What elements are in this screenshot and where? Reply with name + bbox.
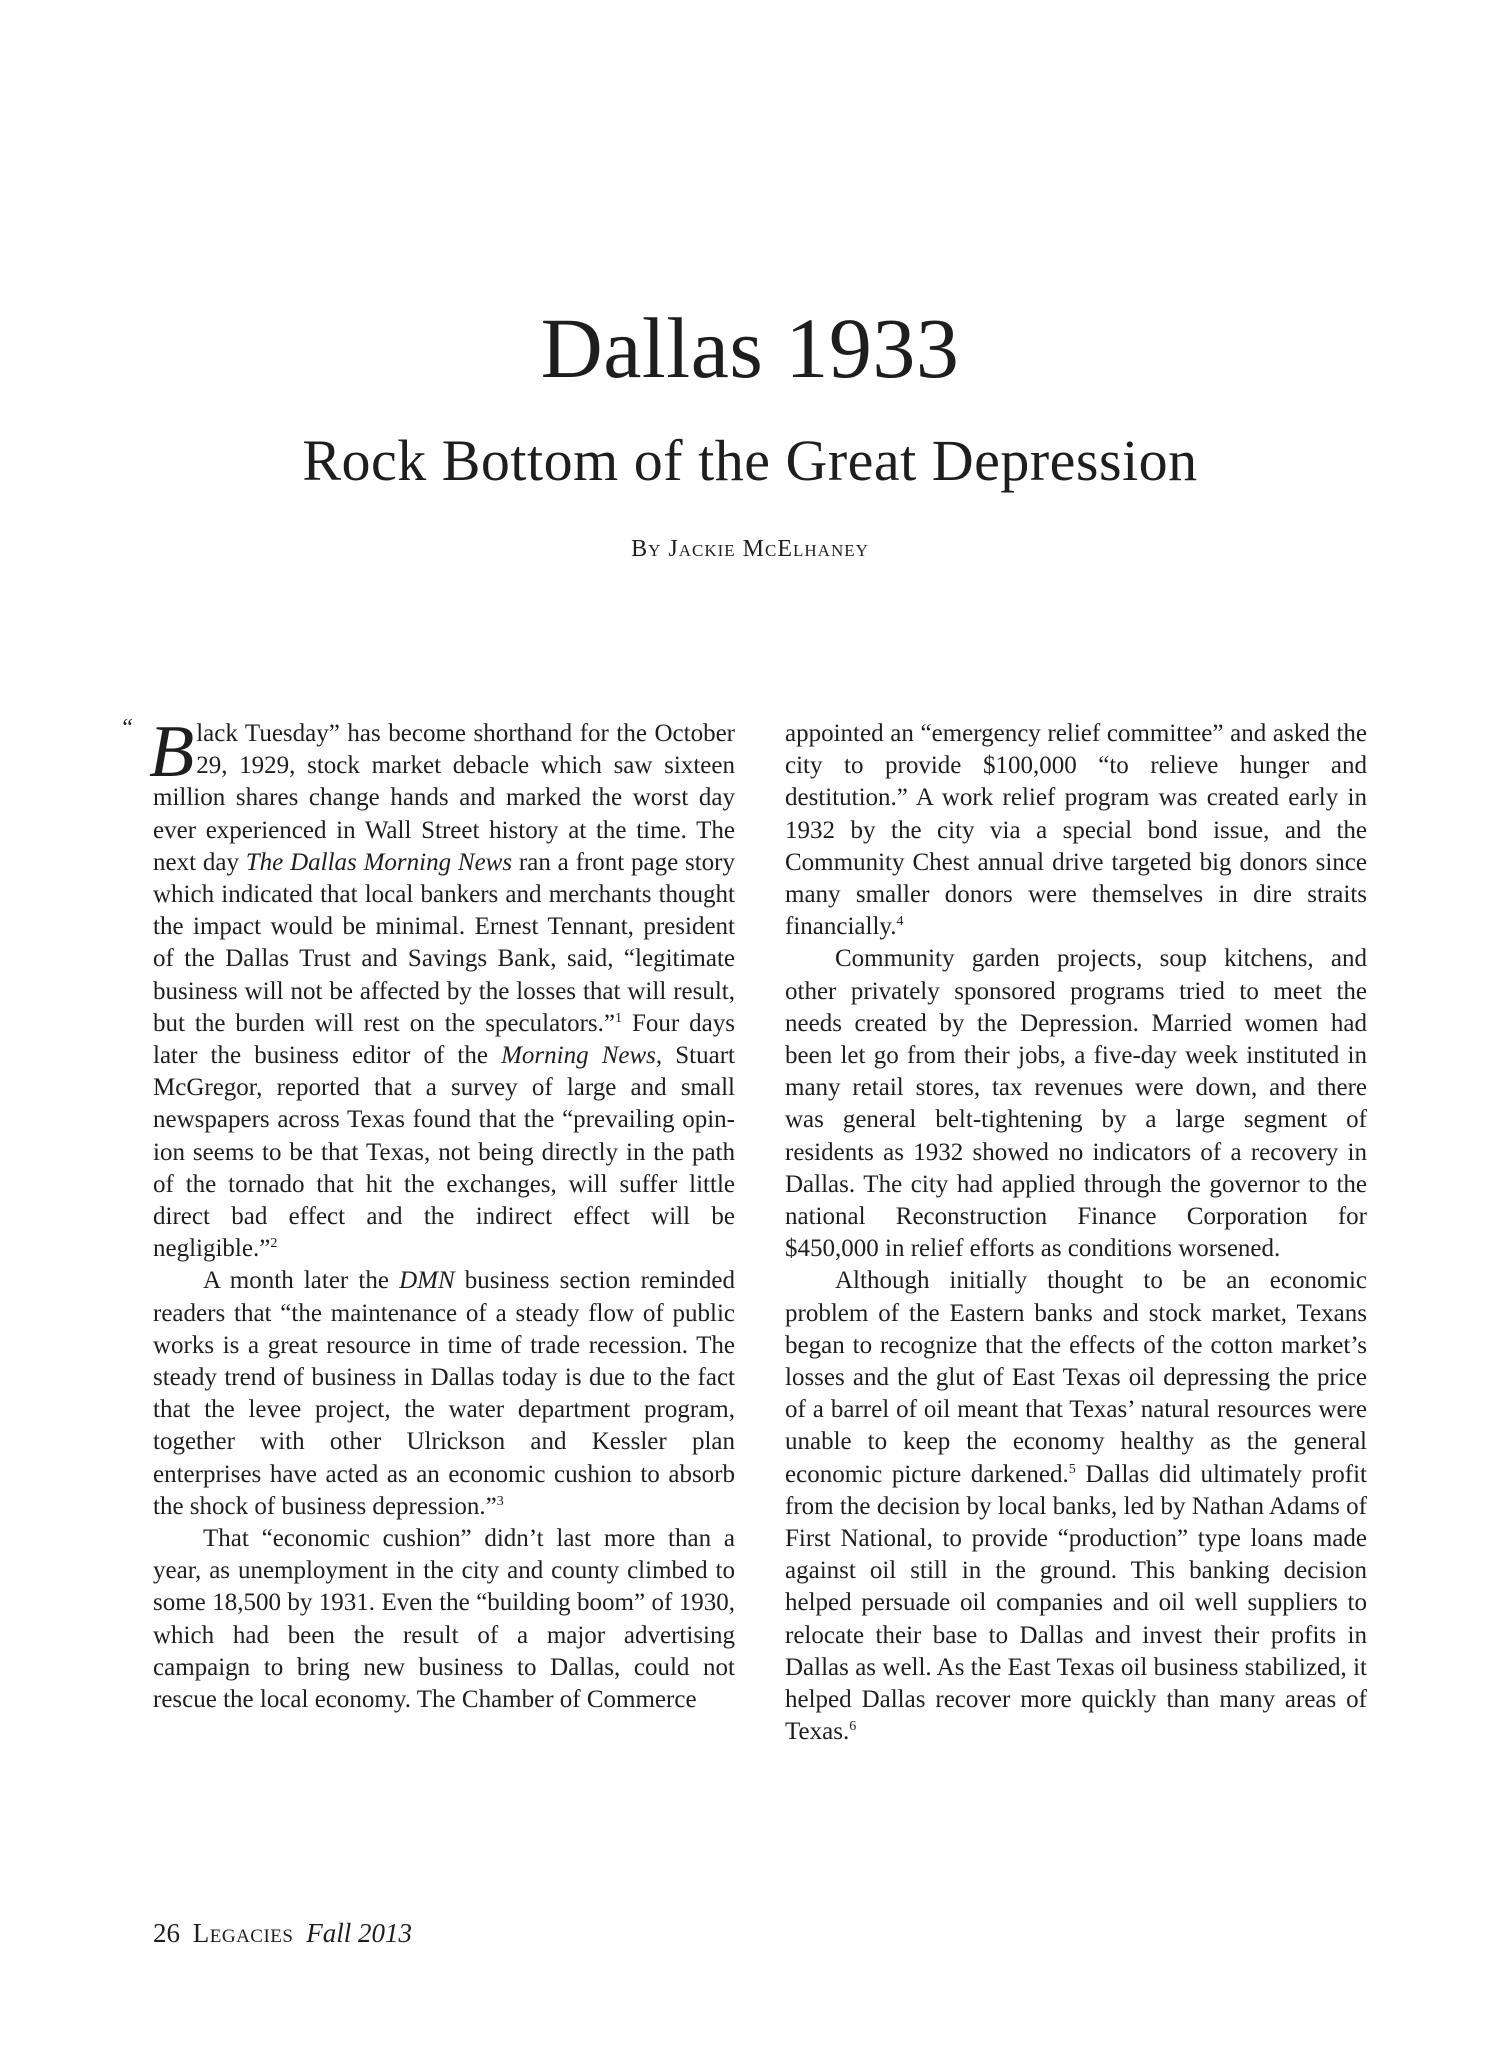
page-footer — [153, 1920, 418, 1947]
page-number: 26 — [153, 1918, 180, 1948]
paragraph-text: That “economic cushion” didn’t last more than a year, as unemployment in the city and county climbed to some 18,500 by 1931. Even the “building boom” of 1930, which had been the result of a major advertising campaign to bring new business to Dallas, could not rescue the local economy. The Chamber of Commerce — [153, 1525, 735, 1714]
right-column — [785, 718, 1367, 1749]
paragraph-text: appointed an “emergency relief committee” and asked the city to provide $100,000 “to relieve hunger and destitution.” A work relief program was created early in 1932 by the city via a special bond issue, and the Community Chest annual drive targeted big donors since many smaller donors were themselves in dire straits financially. — [785, 720, 1367, 941]
paragraph-1 — [120, 711, 736, 1265]
paragraph-text: ran a front page story which indicated that local bankers and merchants thought the impact would be minimal. Ernest Tennant, president of the Dallas Trust and Savings Bank, said, “legitimate business will not be affected by the losses that will result, but the burden will rest on the speculators.” — [153, 848, 735, 1037]
publication-name: The Dallas Morning News — [245, 848, 513, 876]
paragraph-2 — [153, 1265, 735, 1523]
drop-cap: B — [149, 711, 195, 793]
paragraph-3-continued — [785, 718, 1367, 943]
paragraph-text: Community garden projects, soup kitchens, and other privately sponsored programs tried to meet the needs created by the Depression. Married women had been let go from their jobs, a five-day week instituted in many retail stores, tax revenues were down, and there was general belt-tightening by a large segment of residents as 1932 showed no indicators of a recovery in Dallas. The city had applied through the governor to the national Reconstruction Finance Corporation for $450,000 in relief efforts as conditions worsened. — [785, 945, 1367, 1263]
publication-name: Morning News — [501, 1042, 656, 1070]
paragraph-text: business section reminded readers that “the maintenance of a steady flow of public works is a great resource in time of trade recession. The steady trend of business in Dallas today is due to the fact that the levee project, the water department program, together with other Ulrickson and Kessler plan enterprises have acted as an economic cushion to absorb the shock of business depression.” — [153, 1267, 735, 1520]
publication-name: DMN — [399, 1267, 455, 1295]
paragraph-5 — [785, 1265, 1367, 1748]
paragraph-text: Although initially thought to be an economic problem of the Eastern banks and stock market, Texans began to recognize that the effects of the cotton market’s losses and the glut of East Texas oil depressing the price of a barrel of oil meant that Texas’ natural resources were unable to keep the economy healthy as the general economic picture darkened. — [785, 1267, 1367, 1488]
article-subtitle: Rock Bottom of the Great Depression — [302, 428, 1198, 493]
paragraph-text: A month later the — [203, 1267, 400, 1295]
paragraph-3 — [153, 1523, 735, 1716]
issue-label: Fall 2013 — [306, 1918, 412, 1948]
footnote-marker: 3 — [496, 1493, 504, 1509]
footnote-marker: 5 — [1068, 1461, 1076, 1477]
paragraph-4 — [785, 943, 1367, 1265]
footnote-marker: 2 — [270, 1236, 278, 1252]
author-byline: By Jackie McElhaney — [631, 536, 869, 562]
footnote-marker: 1 — [615, 1010, 623, 1026]
paragraph-text: Dallas did ultimately profit from the decision by local banks, led by Nathan Adams of First National, to provide “production” type loans made against oil still in the ground. This banking decision helped persuade oil companies and oil well suppliers to relocate their base to Dallas and invest their profits in Dallas as well. As the East Texas oil business stabilized, it helped Dallas recover more quickly than many areas of Texas. — [785, 1460, 1367, 1746]
article-title: Dallas 1933 — [540, 300, 960, 396]
footnote-marker: 6 — [849, 1719, 857, 1735]
paragraph-text: Four days later the business editor of the — [153, 1009, 736, 1070]
publication-title: Legacies — [192, 1918, 294, 1948]
left-column — [120, 711, 736, 1716]
paragraph-text: lack Tuesday” has become shorthand for the October 29, 1929, stock market debacle which saw sixteen million shares change hands and marked the worst day ever experienced in Wall Street history at the time. The next day — [153, 720, 735, 876]
open-quote: “ — [120, 715, 134, 741]
footnote-marker: 4 — [896, 914, 904, 930]
paragraph-text: , Stuart McGregor, reported that a survey of large and small newspapers across Texas found that the “prevailing opinion seems to be that Texas, not being directly in the path of the tornado that hit the exchanges, will suffer little direct bad effect and the indirect effect will be negligible.” — [153, 1042, 735, 1263]
